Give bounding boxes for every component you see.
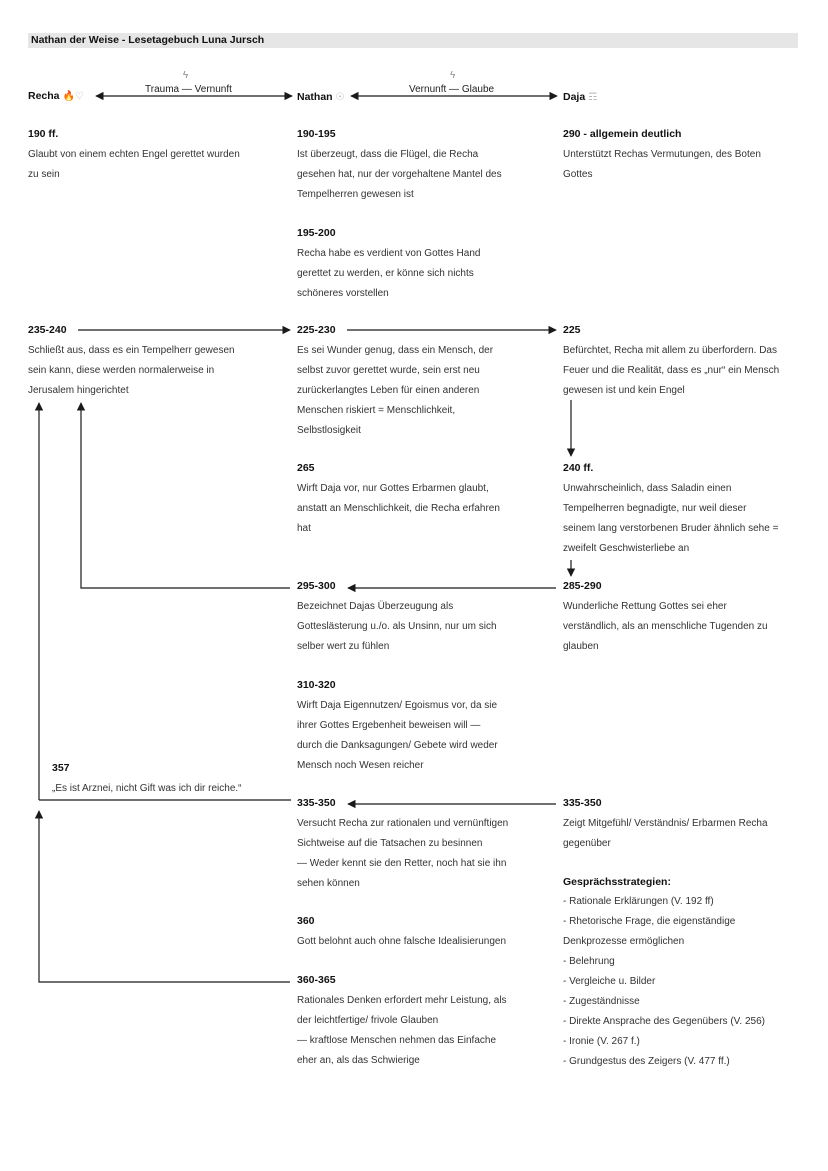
daja-verse: 225	[563, 324, 581, 336]
arrow-nathan-to-recha-1	[81, 403, 290, 588]
daja-verse: 290 - allgemein deutlich	[563, 128, 682, 140]
strategies-heading: Gesprächsstrategien:	[563, 876, 671, 888]
daja-text: Unwahrscheinlich, dass Saladin einen Tempelherren begnadigte, nur weil dieser seinem lang verstorbenen Bruder ähnlich sehe = zweifelt Geschwisterliebe an	[563, 483, 779, 554]
recha-text: Glaubt von einem echten Engel gerettet wurden zu sein	[28, 149, 240, 180]
daja-text: Zeigt Mitgefühl/ Verständnis/ Erbarmen Recha gegenüber	[563, 818, 768, 849]
fire-heart-icon: 🔥♡	[62, 91, 84, 102]
nathan-verse: 265	[297, 462, 315, 474]
daja-verse: 240 ff.	[563, 462, 594, 474]
nathan-verse: 310-320	[297, 679, 336, 691]
recha-quote: „Es ist Arznei, nicht Gift was ich dir reiche.“	[52, 783, 242, 794]
bulb-icon: ☉	[335, 92, 345, 103]
recha-verse: 190 ff.	[28, 128, 59, 140]
arrow-nathan-to-quote	[39, 811, 290, 982]
nathan-name: Nathan	[297, 91, 333, 103]
daja-text: Unterstützt Rechas Vermutungen, des Boten Gottes	[563, 149, 761, 180]
nathan-text: Rationales Denken erfordert mehr Leistung, als der leichtfertige/ frivole Glauben — kraftlose Menschen nehmen das Einfache eher an, als das Schwierige	[297, 995, 507, 1066]
daja-name: Daja	[563, 91, 586, 103]
strategies-list: - Rationale Erklärungen (V. 192 ff) - Rhetorische Frage, die eigenständige Denkprozesse ermöglichen - Belehrung - Vergleiche u. Bilder - Zugeständnisse - Direkte Ansprache des Gegenübers (V. 256) - Ironie (V. 267 f.) - Grundgestus des Zeigers (V. 477 ff.)	[563, 896, 765, 1067]
daja-verse: 335-350	[563, 797, 602, 809]
nathan-verse: 335-350	[297, 797, 336, 809]
nathan-text: Recha habe es verdient von Gottes Hand gerettet zu werden, er könne sich nichts schöneres vorstellen	[297, 248, 481, 299]
lightning-icon: ϟ	[450, 70, 456, 81]
nathan-verse: 360	[297, 915, 315, 927]
nathan-text: Bezeichnet Dajas Überzeugung als Gotteslästerung u./o. als Unsinn, nur um sich selber wert zu fühlen	[297, 601, 497, 652]
nathan-text: Ist überzeugt, dass die Flügel, die Recha gesehen hat, nur der vorgehaltene Mantel des Tempelherren gewesen ist	[297, 149, 502, 200]
nathan-text: Es sei Wunder genug, dass ein Mensch, der selbst zuvor gerettet wurde, sein erst neu zurückerlangtes Leben für einen anderen Menschen riskiert = Menschlichkeit, Selbstlosigkeit	[297, 345, 494, 436]
recha-verse: 235-240	[28, 324, 67, 336]
nathan-text: Gott belohnt auch ohne falsche Idealisierungen	[297, 936, 507, 947]
nathan-verse: 195-200	[297, 227, 336, 239]
nathan-verse: 360-365	[297, 974, 336, 986]
daja-text: Befürchtet, Recha mit allem zu überfordern. Das Feuer und die Realität, dass es „nur“ ein Mensch gewesen ist und kein Engel	[563, 345, 780, 396]
relation-recha-nathan: Trauma ϟ — Vernunft	[145, 70, 232, 95]
recha-text: Schließt aus, dass es ein Tempelherr gewesen sein kann, diese werden normalerweise in Jerusalem hingerichtet	[28, 345, 235, 396]
relation-nathan-daja: Vernunft ϟ — Glaube	[409, 70, 495, 95]
nathan-verse: 225-230	[297, 324, 336, 336]
nathan-text: Wirft Daja vor, nur Gottes Erbarmen glaubt, anstatt an Menschlichkeit, die Recha erfahren hat	[297, 483, 500, 534]
daja-verse: 285-290	[563, 580, 602, 592]
nathan-verse: 190-195	[297, 128, 336, 140]
nathan-verse: 295-300	[297, 580, 336, 592]
nathan-text: Wirft Daja Eigennutzen/ Egoismus vor, da sie ihrer Gottes Ergebenheit beweisen will — durch die Danksagungen/ Gebete wird weder Mensch noch Wesen reicher	[297, 700, 498, 771]
nathan-text: Versucht Recha zur rationalen und vernünftigen Sichtweise auf die Tatsachen zu besinnen — Weder kennt sie den Retter, noch hat sie ihn sehen können	[297, 818, 509, 889]
recha-name: Recha	[28, 90, 60, 102]
daja-text: Wunderliche Rettung Gottes sei eher verständlich, als an menschliche Tugenden zu glauben	[563, 601, 768, 652]
prayer-icon: ☶	[588, 92, 598, 103]
lightning-icon: ϟ	[182, 70, 189, 81]
recha-verse: 357	[52, 762, 70, 774]
document-title: Nathan der Weise - Lesetagebuch Luna Jursch	[31, 34, 265, 46]
